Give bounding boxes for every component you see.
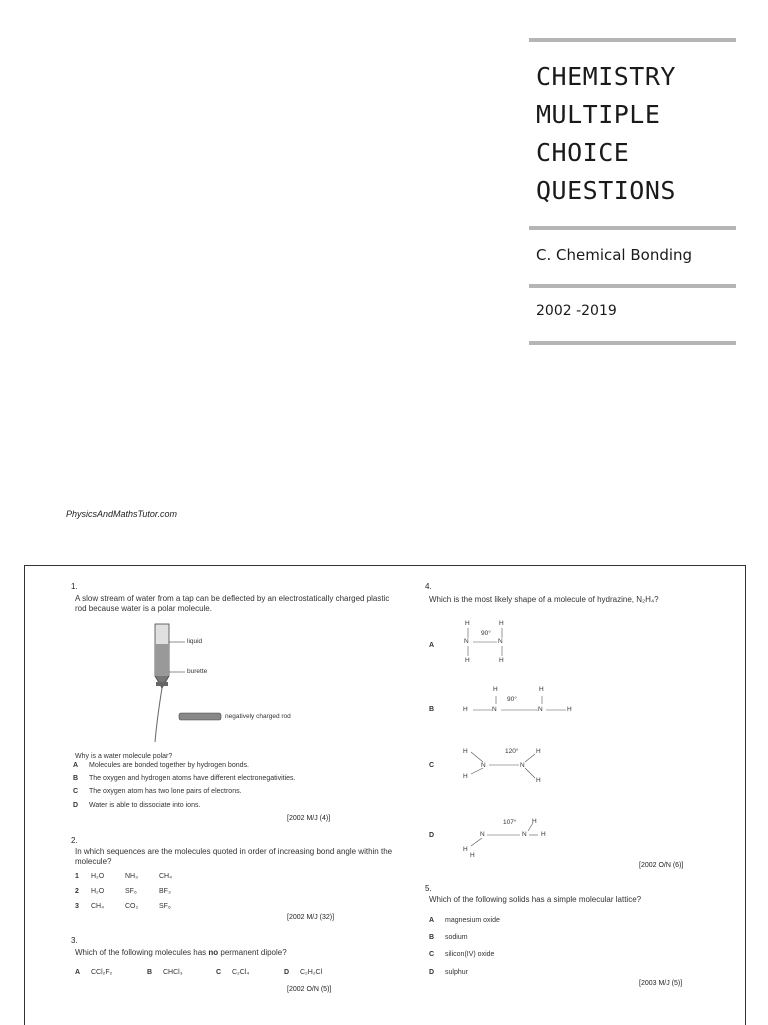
hydrazine-shape-b [465,690,575,720]
q2-text: In which sequences are the molecules quoted in order of increasing bond angle within the molecule? [75,847,393,866]
q4b-atom-h3: H [493,686,498,693]
q5-reference: [2003 M/J (5)] [639,980,683,987]
q4c-angle: 120° [505,748,519,755]
year-range: 2002 -2019 [536,303,617,319]
q1-option-a[interactable]: A Molecules are bonded together by hydrogen bonds. [73,762,249,769]
q3-option-a[interactable]: A CCl₂F₂ [75,969,113,976]
q4d-atom-n2: N [522,831,527,838]
q4a-atom-h2: H [499,620,504,627]
q4-reference: [2002 O/N (6)] [639,862,684,869]
q1-option-d[interactable]: D Water is able to dissociate into ions. [73,802,201,809]
q5-text: Which of the following solids has a simple molecular lattice? [429,895,642,904]
q4c-atom-h3: H [536,748,541,755]
q4b-angle: 90° [507,696,517,703]
rule-after-title [529,226,736,230]
q2-number: 2. [71,836,78,845]
q1-option-b[interactable]: B The oxygen and hydrogen atoms have different electronegativities. [73,775,296,782]
q4-option-c[interactable]: C [429,762,435,769]
q4b-atom-h1: H [463,706,468,713]
q4b-atom-h2: H [567,706,572,713]
rule-after-subtitle [529,284,736,288]
q4d-angle: 107° [503,819,517,826]
q3-number: 3. [71,936,78,945]
site-credit: PhysicsAndMathsTutor.com [66,509,178,519]
q1-number: 1. [71,582,78,591]
q4c-atom-n2: N [520,762,525,769]
q4d-atom-h1: H [463,846,468,853]
q4-option-d[interactable]: D [429,832,435,839]
q5-option-b[interactable]: B sodium [429,934,468,941]
q4d-atom-h2: H [470,852,475,859]
q4-option-a[interactable]: A [429,642,435,649]
q4-text: Which is the most likely shape of a molecule of hydrazine, N₂H₄? [429,595,659,604]
q2-reference: [2002 M/J (32)] [287,914,335,921]
q4a-atom-n2: N [498,638,503,645]
q5-option-c[interactable]: C silicon(IV) oxide [429,951,495,958]
q2-row-2[interactable]: 2 H₂O SF₆ BF₃ [75,888,171,895]
q5-number: 5. [425,884,432,893]
q1-text: A slow stream of water from a tap can be deflected by an electrostatically charged plastic rod because water is a polar molecule. [75,594,390,613]
q4c-atom-h2: H [463,773,468,780]
q4b-atom-n2: N [538,706,543,713]
q1-reference: [2002 M/J (4)] [287,815,331,822]
page-subtitle: C. Chemical Bonding [536,246,693,264]
page-title: CHEMISTRY MULTIPLE CHOICE QUESTIONS [536,62,676,205]
q4-number: 4. [425,582,432,591]
q2-row-1[interactable]: 1 H₂O NH₃ CH₄ [75,873,172,880]
q5-option-a[interactable]: A magnesium oxide [429,917,500,924]
q4b-atom-n1: N [492,706,497,713]
q1-option-c[interactable]: C The oxygen atom has two lone pairs of electrons. [73,788,242,795]
q4c-atom-n1: N [481,762,486,769]
q4b-atom-h4: H [539,686,544,693]
label-charged-rod: negatively charged rod [225,713,291,720]
q3-option-c[interactable]: C C₂Cl₄ [216,969,250,976]
q4-option-b[interactable]: B [429,706,435,713]
q4d-atom-h4: H [541,831,546,838]
q4d-atom-n1: N [480,831,485,838]
q3-option-d[interactable]: D C₂H₂Cl [284,969,323,976]
q2-row-3[interactable]: 3 CH₄ CO₂ SF₆ [75,903,171,910]
label-burette: burette [187,668,208,675]
q4a-atom-n1: N [464,638,469,645]
q4c-atom-h1: H [463,748,468,755]
q4d-atom-h3: H [532,818,537,825]
q4a-angle: 90° [481,630,491,637]
bottom-rule [529,341,736,345]
q3-text: Which of the following molecules has no permanent dipole? [75,948,287,957]
question-sheet [24,565,746,1025]
q1-question: Why is a water molecule polar? [75,753,173,760]
q3-option-b[interactable]: B CHCl₃ [147,969,183,976]
q4c-atom-h4: H [536,777,541,784]
top-rule [529,38,736,42]
q4a-atom-h3: H [465,657,470,664]
q3-reference: [2002 O/N (5)] [287,986,332,993]
label-liquid: liquid [187,638,203,645]
q4a-atom-h1: H [465,620,470,627]
q5-option-d[interactable]: D sulphur [429,969,468,976]
q4a-atom-h4: H [499,657,504,664]
